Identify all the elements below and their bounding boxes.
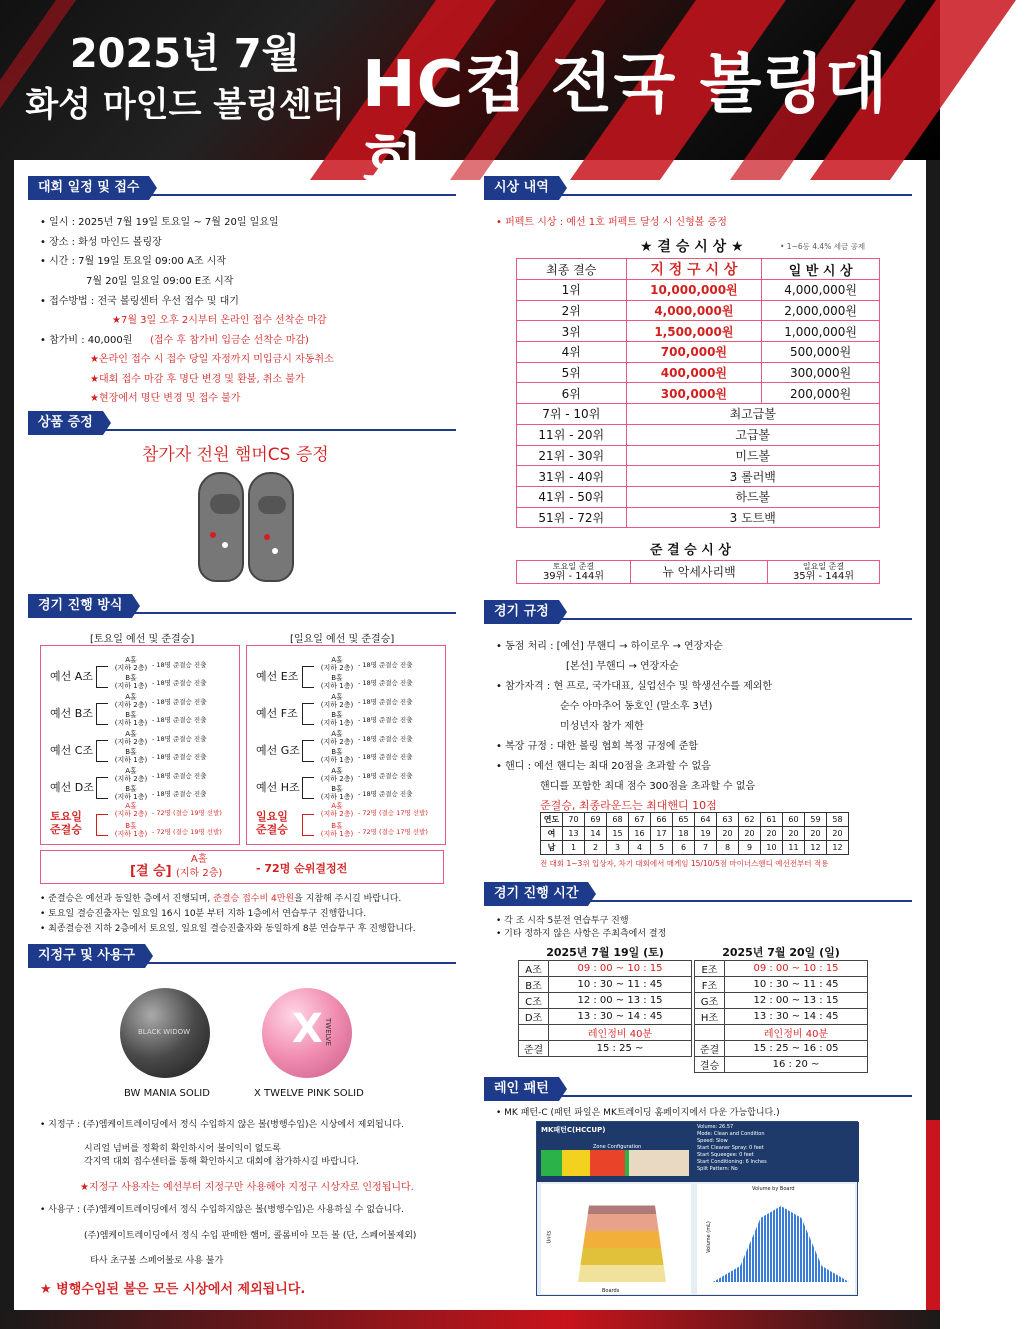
handi-cell: 12: [805, 841, 827, 855]
prize-row: [517, 280, 880, 301]
sat-bracket-1: [96, 703, 108, 725]
handi-cell: 20: [783, 827, 805, 841]
equipment-header: 지정구 및 사용구: [28, 944, 145, 968]
equipment-section: [28, 944, 456, 968]
sun-group-1: 예선 F조: [256, 707, 298, 720]
sun-floor-a-2: A홀 (지하 2층): [320, 730, 354, 746]
rule4: 순수 아마추어 동호인 (말소후 3년): [560, 701, 713, 712]
prize-rank2: 41위 - 50위: [517, 486, 627, 507]
progress-header: 경기 진행 방식: [28, 594, 132, 618]
progress-section: [28, 594, 456, 618]
sched-group: B조: [519, 977, 549, 993]
lane-volume-ml: Volume (mL): [705, 1221, 712, 1253]
handi-cell: 59: [805, 813, 827, 827]
lane-header: 레인 패턴: [484, 1077, 559, 1101]
sun-group-3: 예선 H조: [256, 781, 300, 794]
handi-cell: 8: [717, 841, 739, 855]
rules-section: [484, 600, 912, 624]
rule9: 준결승, 최종라운드는 최대핸디 10점: [540, 799, 717, 812]
sat-floor-b-0: B홀 (지하 1층): [114, 674, 148, 690]
semi-mid: 뉴 악세사리백: [662, 565, 736, 579]
sun-title-row: [695, 944, 868, 961]
handi-cell: 15: [607, 827, 629, 841]
prize-header-row: [517, 259, 880, 280]
handi-cell: 13: [563, 827, 585, 841]
sun-adv-a-1: - 18명 준결승 진출: [358, 698, 413, 706]
final-row: [695, 1057, 868, 1073]
prize-table: [516, 258, 880, 528]
sun-schedule: [694, 944, 868, 1073]
handi-cell: 16: [629, 827, 651, 841]
prize-col-general: 일 반 시 상: [762, 259, 880, 280]
ball2-print: TWELVE: [323, 1018, 332, 1046]
sched-group: A조: [519, 961, 549, 977]
ball-bw-mania-image: [120, 988, 210, 1078]
final-time: 15 : 25 ~ 16 : 05: [725, 1041, 868, 1057]
handi-cell: 연도: [541, 813, 563, 827]
rule7: • 핸디 : 예선 핸디는 최대 20점을 초과할 수 없음: [496, 761, 711, 772]
handi-cell: 63: [717, 813, 739, 827]
sat-bracket-2: [96, 740, 108, 762]
equip-line1: • 지정구 : (주)엠케이트레이딩에서 정식 수입하지 않은 볼(병행수입)은 시상에서 제외됩니다.: [40, 1120, 404, 1130]
equip-line8: ★ 병행수입된 볼은 모든 시상에서 제외됩니다.: [40, 1282, 306, 1297]
sat-group-2: 예선 C조: [50, 744, 94, 757]
time-section: [484, 882, 912, 906]
sun-semi-adv-b: - 72명 (결승 17명 선발): [358, 828, 428, 836]
lane-section: [484, 1077, 912, 1101]
prize-row2: [517, 466, 880, 487]
ball2-label: X TWELVE PINK SOLID: [254, 1088, 364, 1099]
sched-group: E조: [695, 961, 725, 977]
handi-cell: 10: [761, 841, 783, 855]
handi-cell: 19: [695, 827, 717, 841]
prize-row2: [517, 424, 880, 445]
sched-row: [695, 993, 868, 1009]
lane-text: • MK 패턴-C (패턴 파일은 MK트레이딩 홈페이지에서 다운 가능합니다.): [496, 1108, 780, 1118]
sched-group: G조: [695, 993, 725, 1009]
sun-semi-bracket: [302, 814, 314, 836]
prize-row2: [517, 507, 880, 528]
maint-row: [695, 1025, 868, 1041]
sat-adv-a-1: - 18명 준결승 진출: [152, 698, 207, 706]
sched-time: 10 : 30 ~ 11 : 45: [725, 977, 868, 993]
schedule-header: 대회 일정 및 접수: [28, 176, 149, 200]
prize-row: [517, 362, 880, 383]
sched-row: [695, 1009, 868, 1025]
sun-semi-floor-b: B홀 (지하 1층): [320, 822, 354, 838]
semi-left2: 39위 - 144위: [542, 571, 605, 582]
sat-group-0: 예선 A조: [50, 670, 93, 683]
sat-semi-floor-a: A홀 (지하 2층): [114, 802, 148, 818]
maint-row: [519, 1025, 692, 1041]
prize-rank2: 31위 - 40위: [517, 466, 627, 487]
sun-semi-adv-a: - 72명 (결승 17명 선발): [358, 809, 428, 817]
rules-header: 경기 규정: [484, 600, 559, 624]
sun-floor-a-1: A홀 (지하 2층): [320, 693, 354, 709]
final-award-title: ★ 결 승 시 상 ★: [640, 239, 744, 255]
prize-rank2: 11위 - 20위: [517, 424, 627, 445]
prize-row: [517, 300, 880, 321]
awards-section: [484, 176, 912, 200]
handi-cell: 69: [585, 813, 607, 827]
schedule-note2: ★대회 접수 마감 후 명단 변경 및 환불, 취소 불가: [90, 374, 305, 385]
handi-cell: 남: [541, 841, 563, 855]
final-label: 결승: [695, 1057, 725, 1073]
sched-row: [519, 961, 692, 977]
maint-text: 레인정비 40분: [549, 1025, 692, 1041]
sun-bracket-2: [302, 740, 314, 762]
prize-row: [517, 342, 880, 363]
handi-cell: 20: [805, 827, 827, 841]
prize-designated: 1,500,000원: [626, 321, 762, 342]
sat-floor-a-2: A홀 (지하 2층): [114, 730, 148, 746]
handi-cell: 20: [717, 827, 739, 841]
sched-group: H조: [695, 1009, 725, 1025]
lane-chart-title: MK패턴C(HCCUP): [541, 1126, 606, 1134]
handi-cell: 18: [673, 827, 695, 841]
sun-semi: 일요일 준결승: [256, 810, 288, 836]
semi-right1: 일요일 준결: [802, 562, 845, 571]
semi-award-title: 준 결 승 시 상: [650, 543, 731, 558]
sun-group-0: 예선 E조: [256, 670, 299, 683]
equip-line4: ★지정구 사용자는 예선부터 지정구만 사용해야 지정구 시상자로 인정됩니다.: [80, 1182, 414, 1193]
final-text: - 72명 순위결정전: [256, 862, 348, 875]
lane-info-line: Start Squeegee: 0 feet: [697, 1152, 754, 1158]
schedule-fee: • 참가비 : 40,000원: [40, 335, 133, 346]
clog-right-image: [248, 472, 294, 582]
lane-info-line: Start Conditioning: 6 Inches: [697, 1159, 767, 1165]
rule5: 미성년자 참가 제한: [560, 721, 644, 732]
prize-designated: 400,000원: [626, 362, 762, 383]
handi-cell: 여: [541, 827, 563, 841]
schedule-time1: • 시간 : 7월 19일 토요일 09:00 A조 시작: [40, 256, 227, 267]
handi-row: [541, 841, 849, 855]
handi-cell: 3: [607, 841, 629, 855]
final-label: 준결: [519, 1041, 549, 1057]
sched-time: 13 : 30 ~ 14 : 45: [725, 1009, 868, 1025]
prize-col-rank: 최종 결승: [517, 259, 627, 280]
sat-group-3: 예선 D조: [50, 781, 94, 794]
prize-general: 300,000원: [762, 362, 880, 383]
sched-time: 09 : 00 ~ 10 : 15: [549, 961, 692, 977]
sat-bracket-3: [96, 777, 108, 799]
equip-line3: 각지역 대회 접수센터를 통해 확인하시고 대회에 참가하시길 바랍니다.: [84, 1157, 360, 1167]
final-row: [519, 1041, 692, 1057]
lane-boards: Boards: [602, 1288, 620, 1294]
handi-cell: 68: [607, 813, 629, 827]
prize-rank: 6위: [517, 383, 627, 404]
sat-adv-a-0: - 18명 준결승 진출: [152, 661, 207, 669]
gift-header: 상품 증정: [28, 411, 103, 435]
final-label: [결 승]: [130, 864, 172, 879]
sun-group-2: 예선 G조: [256, 744, 300, 757]
handi-cell: 20: [739, 827, 761, 841]
prize-item: 고급볼: [626, 424, 879, 445]
sched-group: D조: [519, 1009, 549, 1025]
sat-adv-a-3: - 18명 준결승 진출: [152, 772, 207, 780]
lane-units: Units: [546, 1230, 553, 1244]
rule2: [본선] 무핸디 → 연장자순: [566, 661, 679, 672]
sat-semi-floor-b: B홀 (지하 1층): [114, 822, 148, 838]
rule8: 핸디를 포함한 최대 점수 300점을 초과할 수 없음: [540, 781, 756, 792]
time-header: 경기 진행 시간: [484, 882, 588, 906]
sat-title: 2025년 7월 19일 (토): [519, 944, 692, 961]
equip-line5: • 사용구 : (주)엠케이트레이딩에서 정식 수입하지않은 볼(병행수입)은 사용하실 수 없습니다.: [40, 1205, 404, 1215]
handi-cell: 5: [651, 841, 673, 855]
handi-cell: 20: [827, 827, 849, 841]
sched-row: [695, 961, 868, 977]
sun-floor-b-0: B홀 (지하 1층): [320, 674, 354, 690]
prize-general: 200,000원: [762, 383, 880, 404]
maint-text: 레인정비 40분: [725, 1025, 868, 1041]
handi-row: [541, 813, 849, 827]
prize-item: 3 롤러백: [626, 466, 879, 487]
sun-title: [일요일 예선 및 준결승]: [290, 634, 395, 645]
handi-note: 전 대회 1~3위 입상자, 차기 대회에서 매게임 15/10/5점 마이너스핸디 예선전부터 적용: [540, 859, 829, 868]
sat-semi: 토요일 준결승: [50, 810, 82, 836]
rule6: • 복장 규정 : 대한 볼링 협회 복정 규정에 준함: [496, 741, 699, 752]
sched-group: F조: [695, 977, 725, 993]
prize-general: 500,000원: [762, 342, 880, 363]
sched-time: 09 : 00 ~ 10 : 15: [725, 961, 868, 977]
left-border: [0, 160, 14, 1329]
handi-cell: 62: [739, 813, 761, 827]
equip-line2: 시리얼 넘버를 정확히 확인하시어 불이익이 없도록: [84, 1144, 281, 1154]
sun-floor-a-3: A홀 (지하 2층): [320, 767, 354, 783]
banner-venue: 화성 마인드 볼링센터: [25, 85, 345, 125]
handi-cell: 11: [783, 841, 805, 855]
semi-right2: 35위 - 144위: [792, 571, 855, 582]
progress-note3: • 최종결승전 지하 2층에서 토요일, 일요일 결승진출자와 동일하게 8분 연습투구 후 진행합니다.: [40, 924, 416, 934]
equip-line6: (주)엠케이트레이딩에서 정식 수입 판매한 햄머, 콜롬비아 모든 볼 (단, 스페어볼제외): [84, 1231, 417, 1241]
sun-bracket-1: [302, 703, 314, 725]
sat-semi-adv-a: - 72명 (결승 19명 선발): [152, 809, 222, 817]
ball1-label: BW MANIA SOLID: [124, 1088, 210, 1099]
sched-time: 12 : 00 ~ 13 : 15: [549, 993, 692, 1009]
final-box: [40, 850, 444, 884]
prize-item: 3 도트백: [626, 507, 879, 528]
final-floor: A홀 (지하 2층): [176, 854, 223, 879]
prize-col-designated: 지 정 구 시 상: [626, 259, 762, 280]
final-time: 15 : 25 ~: [549, 1041, 692, 1057]
prize-item: 미드볼: [626, 445, 879, 466]
sat-semi-bracket: [96, 814, 108, 836]
handi-row: [541, 827, 849, 841]
sun-adv-b-0: - 18명 준결승 진출: [358, 679, 413, 687]
schedule-note1: ★온라인 접수 시 접수 당일 자정까지 미입금시 자동취소: [90, 354, 334, 365]
prize-item: 최고급볼: [626, 404, 879, 425]
lane-info-line: Volume: 26.57: [697, 1124, 734, 1130]
sched-time: 13 : 30 ~ 14 : 45: [549, 1009, 692, 1025]
banner-title: HC컵 전국 볼링대회: [362, 48, 889, 202]
prize-designated: 10,000,000원: [626, 280, 762, 301]
prize-row2: [517, 404, 880, 425]
handi-cell: 64: [695, 813, 717, 827]
handi-cell: 58: [827, 813, 849, 827]
sched-row: [519, 977, 692, 993]
sun-bracket-3: [302, 777, 314, 799]
equip-line7: 타사 초구볼 스페어볼로 사용 불가: [90, 1256, 224, 1266]
sat-bracket-0: [96, 666, 108, 688]
banner-date: 2025년 7월: [69, 31, 301, 77]
rule3: • 참가자격 : 현 프로, 국가대표, 실업선수 및 학생선수를 제외한: [496, 681, 773, 692]
lane-pattern-chart: [536, 1121, 858, 1296]
prize-designated: 700,000원: [626, 342, 762, 363]
final-label: 준결: [695, 1041, 725, 1057]
sat-adv-b-3: - 18명 준결승 진출: [152, 790, 207, 798]
sat-adv-b-1: - 18명 준결승 진출: [152, 716, 207, 724]
sat-floor-a-0: A홀 (지하 2층): [114, 656, 148, 672]
sat-adv-b-0: - 18명 준결승 진출: [152, 679, 207, 687]
handi-cell: 61: [761, 813, 783, 827]
sat-floor-b-1: B홀 (지하 1층): [114, 711, 148, 727]
lane-info-line: Speed: Slow: [697, 1138, 728, 1144]
gift-text: 참가자 전원 햄머CS 증정: [142, 445, 329, 465]
prize-row: [517, 383, 880, 404]
schedule-place: • 장소 : 화성 마인드 볼링장: [40, 237, 162, 248]
prize-designated: 4,000,000원: [626, 300, 762, 321]
prize-general: 1,000,000원: [762, 321, 880, 342]
sun-adv-a-2: - 18명 준결승 진출: [358, 735, 413, 743]
prize-rank: 1위: [517, 280, 627, 301]
sun-adv-a-3: - 18명 준결승 진출: [358, 772, 413, 780]
sat-group-1: 예선 B조: [50, 707, 93, 720]
sat-floor-b-2: B홀 (지하 1층): [114, 748, 148, 764]
prize-designated: 300,000원: [626, 383, 762, 404]
lane-zone: Zone Configuration: [593, 1144, 642, 1150]
handi-cell: 67: [629, 813, 651, 827]
sun-bracket-0: [302, 666, 314, 688]
schedule-section: [28, 176, 456, 200]
sat-floor-b-3: B홀 (지하 1층): [114, 785, 148, 801]
prize-rank: 2위: [517, 300, 627, 321]
sched-row: [519, 1009, 692, 1025]
tax-note: • 1~6등 4.4% 세금 공제: [780, 242, 866, 251]
bottom-border: [0, 1310, 940, 1329]
sun-adv-a-0: - 18명 준결승 진출: [358, 661, 413, 669]
schedule-method: • 접수방법 : 전국 볼링센터 우선 접수 및 대기: [40, 296, 239, 307]
schedule-note3: ★현장에서 명단 변경 및 접수 불가: [90, 393, 241, 404]
handi-cell: 17: [651, 827, 673, 841]
progress-note2: • 토요일 결승진출자는 일요일 16시 10분 부터 지하 1층에서 연습투구 진행합니다.: [40, 909, 367, 919]
gift-section: [28, 411, 456, 435]
prize-rank: 4위: [517, 342, 627, 363]
perfect-award: • 퍼펙트 시상 : 예선 1호 퍼펙트 달성 시 신형볼 증정: [496, 217, 727, 228]
handi-cell: 20: [761, 827, 783, 841]
sat-floor-a-1: A홀 (지하 2층): [114, 693, 148, 709]
handi-cell: 60: [783, 813, 805, 827]
prize-row2: [517, 486, 880, 507]
prize-item: 하드볼: [626, 486, 879, 507]
handi-cell: 66: [651, 813, 673, 827]
lane-info-line: Start Cleaner Spray: 0 feet: [697, 1145, 764, 1151]
sat-schedule: [518, 944, 692, 1057]
schedule-date: • 일시 : 2025년 7월 19일 토요일 ~ 7월 20일 일요일: [40, 217, 279, 228]
sun-floor-b-1: B홀 (지하 1층): [320, 711, 354, 727]
prize-row2: [517, 445, 880, 466]
sun-adv-b-1: - 18명 준결승 진출: [358, 716, 413, 724]
handi-cell: 70: [563, 813, 585, 827]
prize-rank2: 51위 - 72위: [517, 507, 627, 528]
sun-adv-b-3: - 18명 준결승 진출: [358, 790, 413, 798]
handi-cell: 14: [585, 827, 607, 841]
lane-vol-board: Volume by Board: [752, 1186, 795, 1192]
sched-time: 12 : 00 ~ 13 : 15: [725, 993, 868, 1009]
ball-x-twelve-image: X TWELVE: [262, 988, 352, 1078]
prize-general: 2,000,000원: [762, 300, 880, 321]
awards-header: 시상 내역: [484, 176, 559, 200]
final-row: [695, 1041, 868, 1057]
prize-rank2: 7위 - 10위: [517, 404, 627, 425]
prize-rank2: 21위 - 30위: [517, 445, 627, 466]
ball1-print: BLACK WIDOW: [138, 1028, 191, 1036]
sun-floor-a-0: A홀 (지하 2층): [320, 656, 354, 672]
handi-cell: 7: [695, 841, 717, 855]
handi-cell: 12: [827, 841, 849, 855]
sat-adv-b-2: - 18명 준결승 진출: [152, 753, 207, 761]
sun-semi-floor-a: A홀 (지하 2층): [320, 802, 354, 818]
sun-floor-b-3: B홀 (지하 1층): [320, 785, 354, 801]
semi-left1: 토요일 준결: [552, 562, 595, 571]
handi-cell: 1: [563, 841, 585, 855]
handi-cell: 2: [585, 841, 607, 855]
sun-floor-b-2: B홀 (지하 1층): [320, 748, 354, 764]
time-line1: • 각 조 시작 5분전 연습투구 진행: [496, 916, 629, 926]
final-time: 16 : 20 ~: [725, 1057, 868, 1073]
schedule-online: ★7월 3일 오후 2시부터 온라인 접수 선착순 마감: [112, 315, 327, 326]
sun-adv-b-2: - 18명 준결승 진출: [358, 753, 413, 761]
sat-title-row: [519, 944, 692, 961]
schedule-fee-note: (접수 후 참가비 입금순 선착순 마감): [150, 335, 309, 346]
sched-group: C조: [519, 993, 549, 1009]
sat-floor-a-3: A홀 (지하 2층): [114, 767, 148, 783]
sched-row: [695, 977, 868, 993]
handi-cell: 9: [739, 841, 761, 855]
prize-general: 4,000,000원: [762, 280, 880, 301]
sched-row: [519, 993, 692, 1009]
lane-info-line: Mode: Clean and Condition: [697, 1131, 765, 1137]
prize-row: [517, 321, 880, 342]
handi-cell: 6: [673, 841, 695, 855]
sched-time: 10 : 30 ~ 11 : 45: [549, 977, 692, 993]
sat-semi-adv-b: - 72명 (결승 19명 선발): [152, 828, 222, 836]
lane-info-line: Split Pattern: No: [697, 1166, 738, 1172]
prize-rank: 5위: [517, 362, 627, 383]
prize-rank: 3위: [517, 321, 627, 342]
right-accent: [926, 1120, 940, 1329]
handi-cell: 4: [629, 841, 651, 855]
semi-award-box: [516, 560, 880, 584]
sun-title: 2025년 7월 20일 (일): [695, 944, 868, 961]
sat-title: [토요일 예선 및 준결승]: [90, 634, 195, 645]
handi-cell: 65: [673, 813, 695, 827]
time-line2: • 기타 정하지 않은 사항은 주최측에서 결정: [496, 929, 667, 939]
sat-adv-a-2: - 18명 준결승 진출: [152, 735, 207, 743]
rule1: • 동점 처리 : [예선] 무핸디 → 하이로우 → 연장자순: [496, 641, 723, 652]
schedule-time2: 7월 20일 일요일 09:00 E조 시작: [86, 276, 234, 287]
progress-note1: • 준결승은 예선과 동일한 층에서 진행되며, 준결승 접수비 4만원을 지참해 주시길 바랍니다.: [40, 894, 402, 904]
handicap-table: [540, 812, 849, 855]
